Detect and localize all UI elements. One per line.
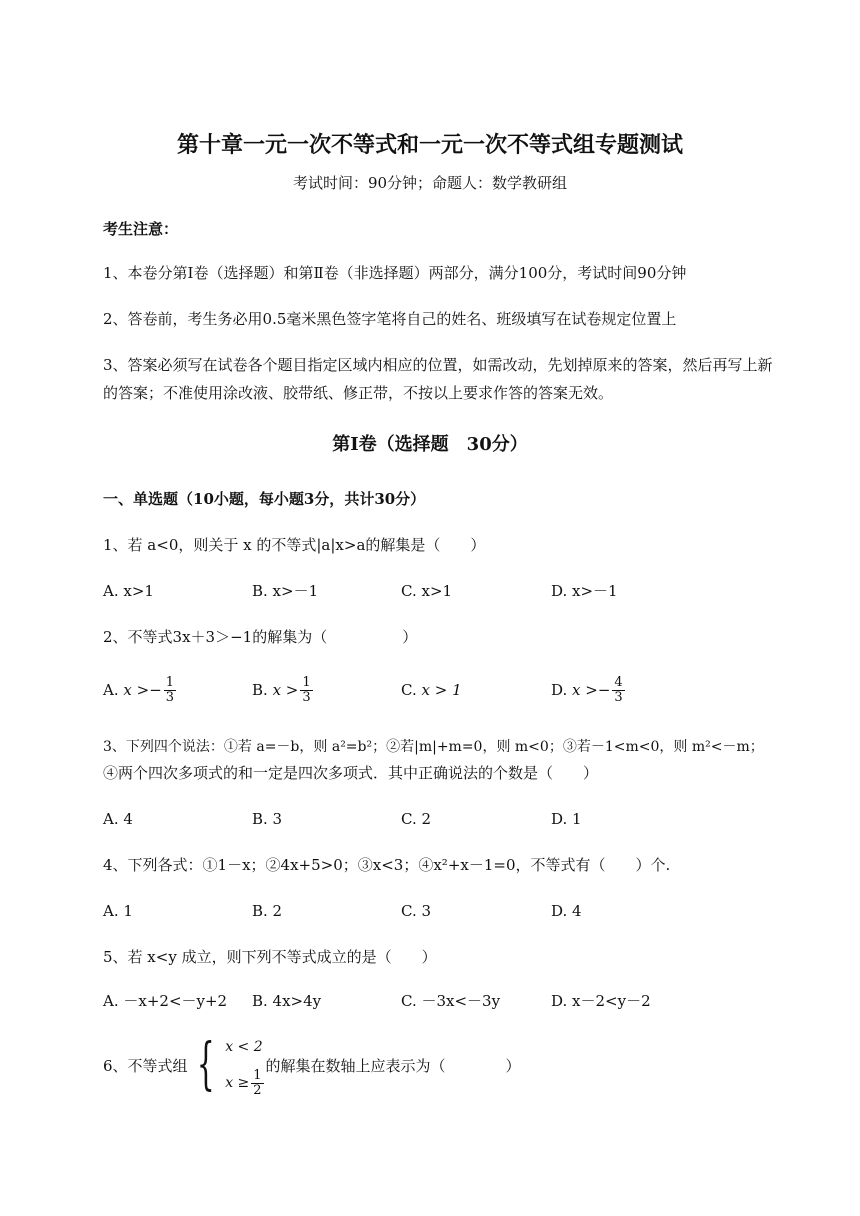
fraction (300, 676, 312, 705)
fraction-denominator: 3 (302, 689, 311, 705)
option-d[interactable]: D. 1 (551, 810, 582, 828)
fraction-numerator: 1 (253, 1067, 262, 1083)
section-title: 第Ⅰ卷（选择题 30分） (332, 434, 528, 455)
option-letter: B. (252, 681, 268, 699)
option-c[interactable]: C. 3 (401, 902, 432, 920)
option-a[interactable]: A. 1 (103, 902, 133, 920)
question-stem (103, 1032, 521, 1098)
option-b[interactable]: B. 2 (252, 902, 283, 920)
option-b[interactable]: B. x>－1 (252, 582, 319, 600)
question-stem: 2、不等式3x＋3＞−1的解集为（ ） (103, 628, 418, 646)
notice-item: 1、本卷分第Ⅰ卷（选择题）和第Ⅱ卷（非选择题）两部分，满分100分，考试时间90分钟 (103, 264, 687, 282)
option-a[interactable]: A. x>1 (103, 582, 154, 600)
system-row: x < 2 (225, 1039, 263, 1055)
part-heading: 一、单选题（10小题，每小题3分，共计30分） (103, 490, 426, 508)
option-a[interactable]: A. 4 (103, 810, 133, 828)
option-letter: D. (551, 681, 568, 699)
question-stem: 3、下列四个说法：①若 a=－b，则 a²=b²；②若|m|+m=0，则 m<0；③若－1<m<0，则 m²<－m； (103, 739, 764, 755)
notice-heading: 考生注意： (103, 220, 179, 238)
fraction-numerator: 1 (302, 674, 311, 690)
inequality-system (225, 1032, 265, 1098)
option-d[interactable] (551, 672, 627, 708)
option-b[interactable]: B. 4x>4y (252, 992, 322, 1010)
option-letter: C. (401, 681, 417, 699)
question-stem: 5、若 x<y 成立，则下列不等式成立的是（ ） (103, 948, 437, 966)
fraction-numerator: 1 (165, 674, 175, 690)
math-lhs: x > (572, 681, 598, 699)
option-b[interactable] (252, 672, 315, 708)
math-lhs: x > (272, 681, 299, 699)
option-letter: A. (103, 681, 119, 699)
option-c[interactable]: C. －3x<－3y (401, 992, 501, 1010)
math-sign: − (149, 681, 162, 699)
stem-suffix: 的解集在数轴上应表示为（ ） (265, 1056, 521, 1075)
option-d[interactable]: D. x－2<y－2 (551, 992, 651, 1010)
math-lhs: x > (123, 681, 150, 699)
system-row (225, 1068, 265, 1098)
option-b[interactable]: B. 3 (252, 810, 283, 828)
question-stem: 4、下列各式：①1－x；②4x+5>0；③x<3；④x²+x－1=0，不等式有（ ）个. (103, 856, 671, 874)
fraction-denominator: 2 (253, 1082, 262, 1098)
math-lhs: x ≥ (225, 1075, 250, 1091)
option-a[interactable] (103, 672, 178, 708)
stem-prefix: 6、不等式组 (103, 1056, 188, 1075)
option-d[interactable]: D. 4 (551, 902, 582, 920)
notice-item: 3、答案必须写在试卷各个题目指定区域内相应的位置，如需改动，先划掉原来的答案，然后再写上新 (103, 356, 773, 374)
math-lhs: x > 1 (421, 681, 462, 699)
fraction (612, 676, 624, 705)
option-c[interactable]: C. x>1 (401, 582, 453, 600)
question-stem: ④两个四次多项式的和一定是四次多项式．其中正确说法的个数是（ ） (103, 764, 599, 782)
fraction-denominator: 3 (165, 689, 175, 705)
math-sign: − (597, 681, 611, 699)
option-c[interactable]: C. 2 (401, 810, 432, 828)
option-d[interactable]: D. x>－1 (551, 582, 618, 600)
fraction (164, 676, 176, 705)
fraction (251, 1069, 263, 1098)
notice-item: 2、答卷前，考生务必用0.5毫米黑色签字笔将自己的姓名、班级填写在试卷规定位置上 (103, 310, 677, 328)
notice-item: 的答案；不准使用涂改液、胶带纸、修正带，不按以上要求作答的答案无效。 (103, 384, 614, 402)
fraction-numerator: 4 (614, 674, 623, 690)
page-title: 第十章一元一次不等式和一元一次不等式组专题测试 (176, 132, 683, 158)
option-a[interactable]: A. －x+2<－y+2 (103, 992, 228, 1010)
exam-subtitle: 考试时间：90分钟；命题人：数学教研组 (292, 174, 568, 192)
brace-symbol: { (196, 1032, 215, 1097)
fraction-denominator: 3 (614, 689, 623, 705)
question-stem: 1、若 a<0，则关于 x 的不等式|a|x>a的解集是（ ） (103, 536, 486, 554)
option-c[interactable] (401, 672, 462, 708)
